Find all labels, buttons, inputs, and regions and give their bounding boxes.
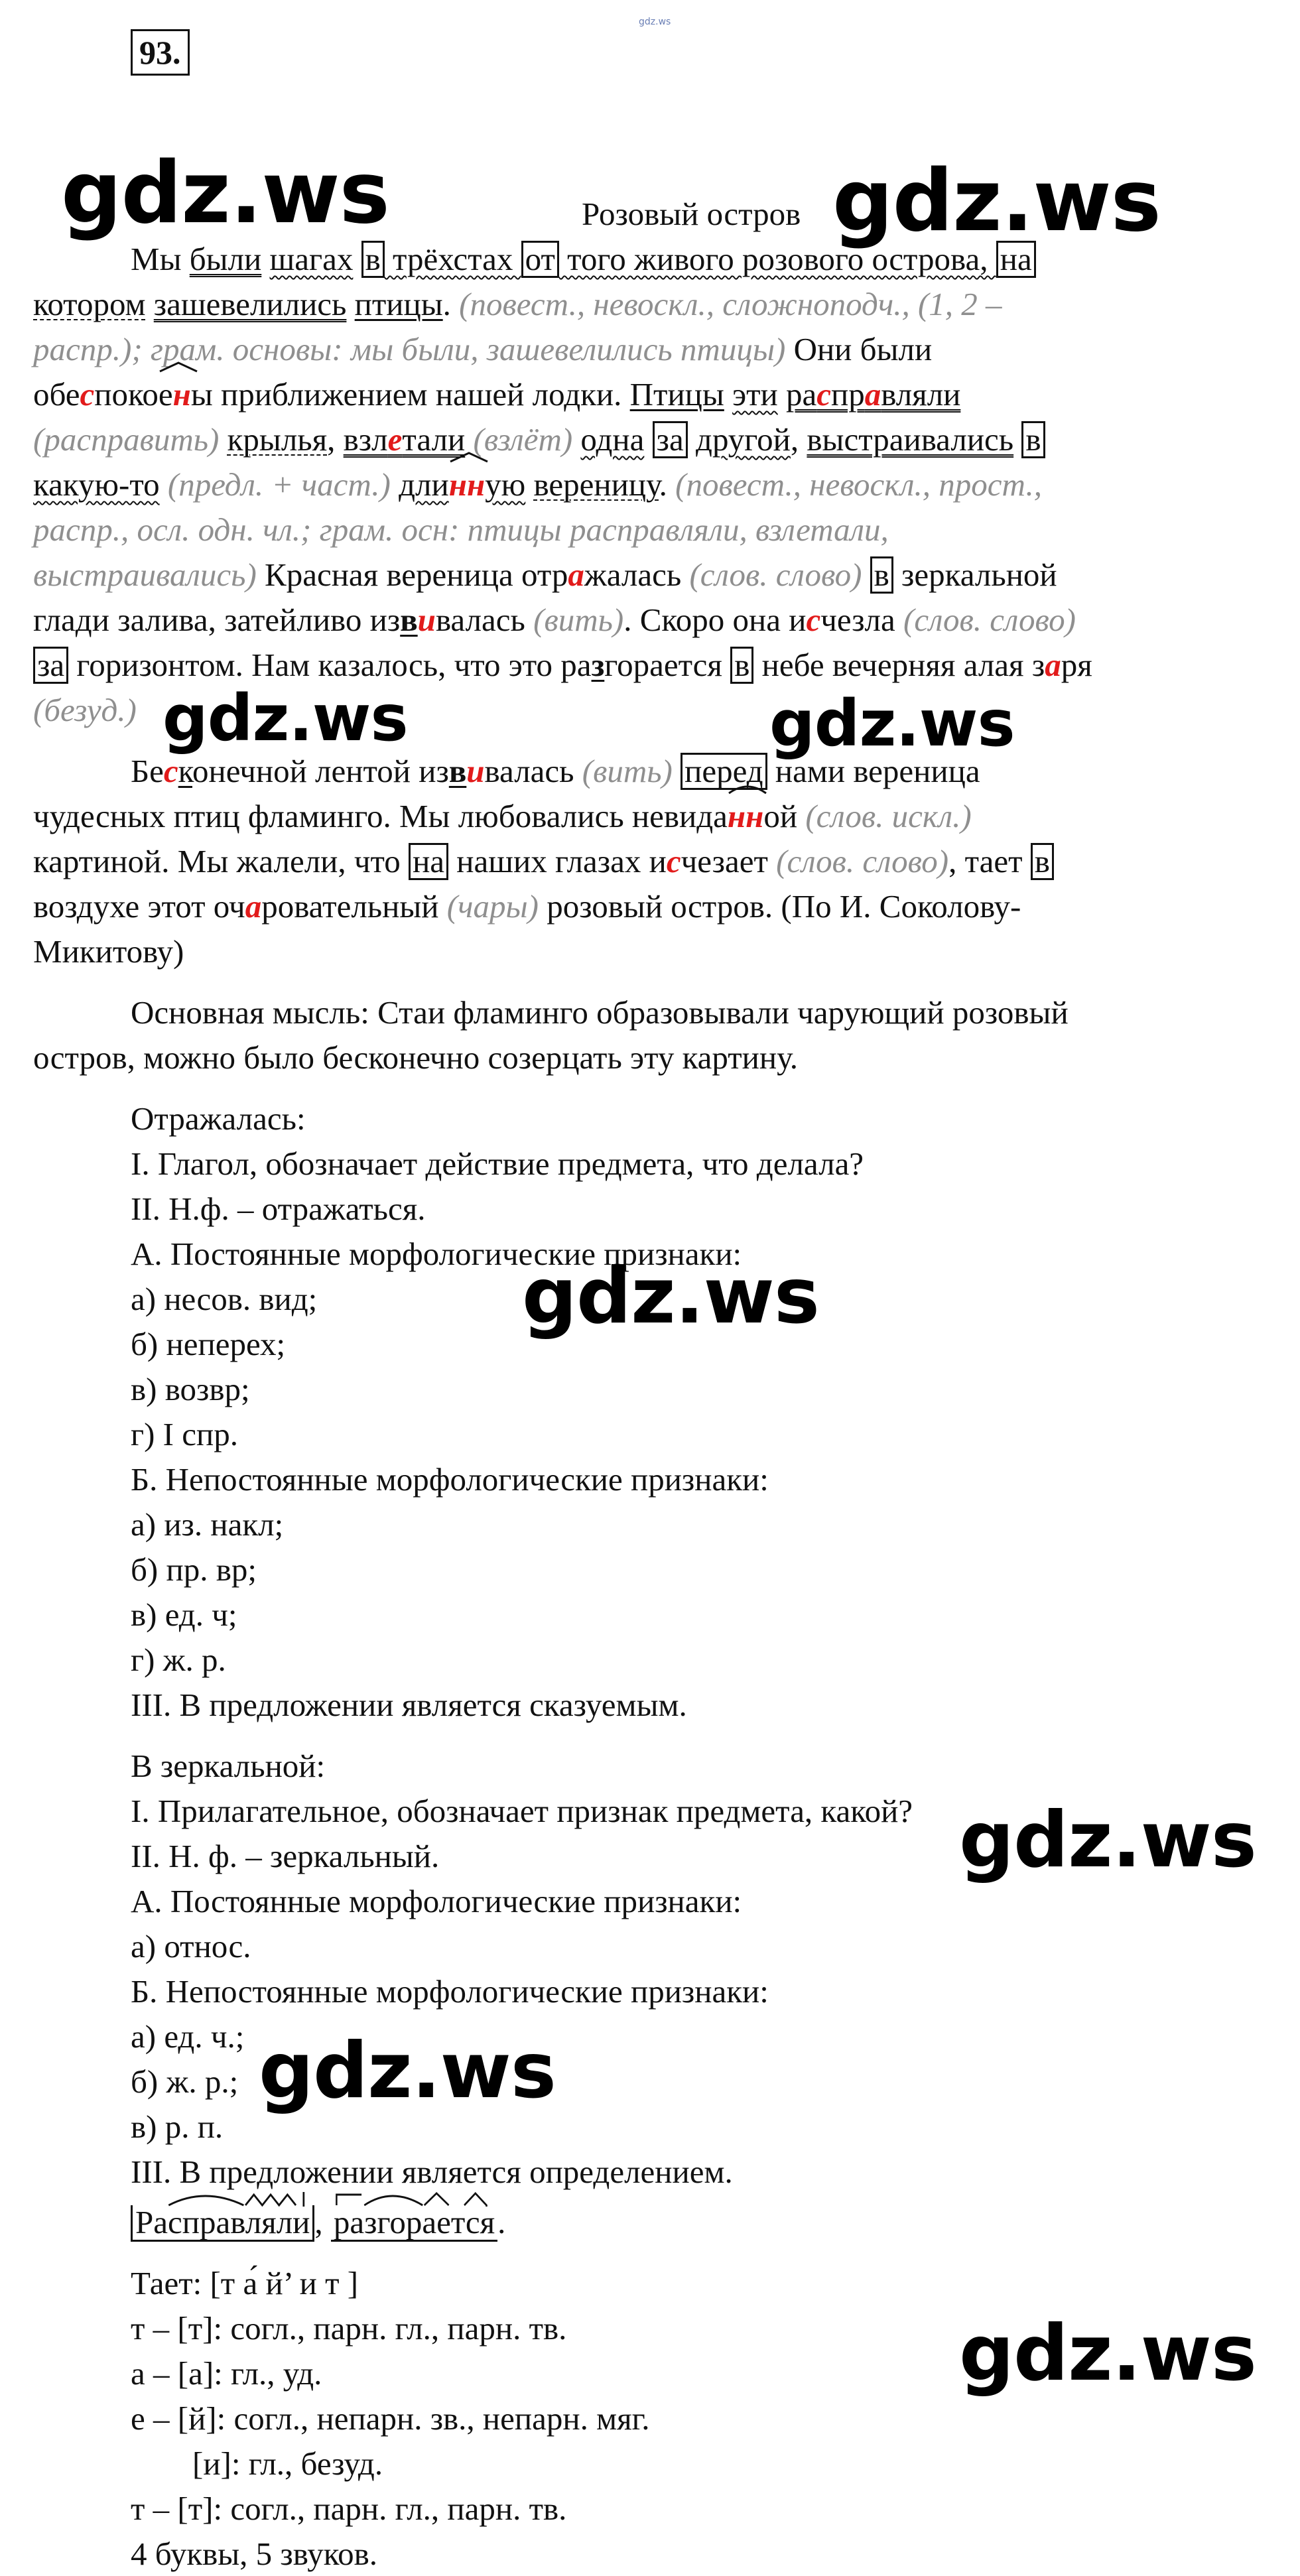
orthogram-letter: с <box>816 376 831 413</box>
suffix-arc-icon <box>449 451 489 463</box>
orthogram-letter: а <box>864 376 881 413</box>
circumstance-word: трёхстах <box>384 241 521 277</box>
sentence-analysis: выстраивались) <box>33 556 257 593</box>
phonetic-row: [и]: гл., безуд. <box>192 2445 383 2482</box>
orthogram-letter: а <box>245 888 262 925</box>
period: . <box>497 2204 506 2240</box>
word-underlined: котором <box>33 286 146 322</box>
note: (чары) <box>446 888 539 925</box>
preposition-box: в <box>1021 421 1045 458</box>
preposition-box: на <box>409 843 448 880</box>
preposition-box: от <box>521 241 559 278</box>
p1-line-8 <box>33 553 1057 597</box>
watermark: gdz.ws <box>61 144 389 243</box>
root-and-suffix-arcs-icon <box>133 2191 312 2207</box>
sentence-analysis: распр.); грам. основы: мы были, зашевелились птицы) <box>33 331 786 367</box>
text: наших глазах и <box>448 843 667 879</box>
parse1-line: III. В предложении является сказуемым. <box>131 1687 687 1723</box>
parse2-line: а) относ. <box>131 1928 251 1964</box>
text: ря <box>1061 647 1092 683</box>
orthogram-letter: е <box>387 421 403 458</box>
text: глади залива, затейливо из <box>33 602 401 638</box>
space <box>862 556 870 593</box>
parse1-line: Отражалась: <box>131 1100 306 1137</box>
text: небе вечерняя алая з <box>753 647 1045 683</box>
predicate-word: выстраивались <box>807 421 1014 458</box>
parse2-line: а) ед. ч.; <box>131 2018 245 2055</box>
phonetic-row: е – [й]: согл., непарн. зв., непарн. мяг. <box>131 2400 650 2437</box>
space <box>724 376 732 413</box>
note: (слов. слово) <box>776 843 949 879</box>
punct: , <box>327 421 344 458</box>
sentence-analysis: (повест., невоскл., сложноподч., (1, 2 – <box>459 286 1002 322</box>
space <box>346 286 354 322</box>
orthogram-letter: с <box>666 843 681 879</box>
text: , тает <box>948 843 1031 879</box>
text: розовый остров. (По И. Соколову- <box>538 888 1021 925</box>
word: Мы <box>131 241 190 277</box>
space <box>219 421 227 458</box>
circumstance-word: одна <box>580 421 645 458</box>
text: тали <box>402 421 466 458</box>
phonetic-summary: 4 буквы, 5 звуков. <box>131 2536 377 2572</box>
note: (расправить) <box>33 421 220 458</box>
note: (взлёт) <box>473 421 573 458</box>
parse1-line: в) ед. ч; <box>131 1596 237 1633</box>
note: (слов. искл.) <box>805 798 972 834</box>
watermark: gdz.ws <box>832 152 1161 251</box>
preposition-box: в <box>361 241 385 278</box>
parse1-line: г) I спр. <box>131 1416 238 1452</box>
text: горизонтом. Нам казалось, что это ра <box>68 647 592 683</box>
exercise-number <box>131 29 190 76</box>
phonetic-row: т – [т]: согл., парн. гл., парн. тв. <box>131 2490 567 2527</box>
parse2-line: В зеркальной: <box>131 1748 326 1784</box>
text: зеркальной <box>893 556 1057 593</box>
space <box>688 421 696 458</box>
morpheme-word-2 <box>331 2205 497 2242</box>
parse2-line: II. Н. ф. – зеркальный. <box>131 1838 440 1874</box>
watermark: gdz.ws <box>769 686 1015 761</box>
text: чезла <box>820 602 903 638</box>
space <box>572 421 580 458</box>
preposition-box: в <box>1031 843 1054 880</box>
root-letter: в <box>400 602 418 638</box>
orthogram-letters: нн <box>448 466 486 503</box>
definition-word: какую-то <box>33 466 160 503</box>
parse2-line: I. Прилагательное, обозначает признак предмета, какой? <box>131 1793 913 1829</box>
parse1-line: а) из. накл; <box>131 1506 284 1543</box>
subject-word: птицы <box>354 286 443 322</box>
parse2-line: А. Постоянные морфологические признаки: <box>131 1883 742 1919</box>
p2-line-4 <box>33 885 1021 929</box>
text: жалась <box>584 556 690 593</box>
text: картиной. Мы жалели, что <box>33 843 409 879</box>
sentence-analysis: распр., осл. одн. чл.; грам. осн: птицы расправляли, взлетали, <box>33 511 889 548</box>
phonetic-title: Тает: [т а́ й’ и т ] <box>131 2265 359 2301</box>
circumstance-phrase: того живого розового острова, <box>558 241 996 277</box>
text: дли <box>399 466 449 503</box>
p1-line-2 <box>33 283 1002 326</box>
parse1-line: а) несов. вид; <box>131 1281 318 1317</box>
text: взл <box>343 421 388 458</box>
space <box>391 466 399 503</box>
parse1-line: в) возвр; <box>131 1371 250 1407</box>
text: ровательный <box>261 888 447 925</box>
orthogram-letter: с <box>80 376 95 413</box>
subject-word: Птицы <box>629 376 724 413</box>
text: валась <box>435 602 534 638</box>
root-letter: к <box>178 753 192 789</box>
preposition-box: в <box>870 556 893 594</box>
parse1-line: б) пр. вр; <box>131 1551 257 1588</box>
text: е <box>158 376 173 413</box>
morpheme-word-1-text: Расправляли <box>135 2204 310 2240</box>
orthogram-letter: и <box>417 602 436 638</box>
text: . Скоро она и <box>623 602 807 638</box>
p1-line-5 <box>33 418 1045 462</box>
space <box>644 421 652 458</box>
phonetic-row: т – [т]: согл., парн. гл., парн. тв. <box>131 2310 567 2347</box>
watermark: gdz.ws <box>959 1795 1256 1885</box>
preposition-box: за <box>33 647 68 684</box>
circumstance-word: шагах <box>269 241 354 277</box>
morpheme-word-2-text: разгорается <box>333 2204 495 2240</box>
p1-line-7 <box>33 508 889 552</box>
punct: . <box>442 286 460 322</box>
note: (вить) <box>582 753 673 789</box>
text: чудесных птиц фламинго. Мы любовались невида <box>33 798 728 834</box>
parse1-line: I. Глагол, обозначает действие предмета, что делала? <box>131 1145 864 1182</box>
root-letter: з <box>591 647 605 683</box>
parse1-line: г) ж. р. <box>131 1642 226 1678</box>
text: обе <box>33 376 80 413</box>
p1-line-4 <box>33 373 960 417</box>
preposition-box: на <box>996 241 1036 278</box>
watermark: gdz.ws <box>959 2309 1256 2398</box>
exercise-number-box: 93. <box>131 29 190 76</box>
note: (безуд.) <box>33 692 137 728</box>
text: поко <box>94 376 159 413</box>
note: (вить) <box>533 602 624 638</box>
text: пр <box>831 376 865 413</box>
preposition-box: за <box>653 421 688 458</box>
p1-line-11 <box>33 688 137 732</box>
text: ра <box>786 376 817 413</box>
morphemic-parse <box>131 2201 505 2244</box>
text: Они были <box>785 331 933 367</box>
top-watermark: gdz.ws <box>639 17 671 27</box>
predicate-word: были <box>189 241 262 277</box>
orthogram-letter: и <box>466 753 485 789</box>
orthogram-letter: а <box>568 556 584 593</box>
morpheme-word-1 <box>131 2205 314 2242</box>
root-and-suffix-arcs-icon <box>331 2191 497 2207</box>
watermark: gdz.ws <box>522 1252 819 1341</box>
text: вляли <box>881 376 961 413</box>
text: Красная вереница отр <box>256 556 568 593</box>
text: Бе <box>131 753 164 789</box>
root-letter: в <box>448 753 467 789</box>
suffix-mark <box>728 795 763 838</box>
p2-line-5: Микитову) <box>33 933 184 970</box>
space <box>1013 421 1021 458</box>
orthogram-letters: нн <box>727 798 764 834</box>
text: ы приближением нашей лодки. <box>190 376 630 413</box>
space <box>778 376 786 413</box>
text: валась <box>484 753 582 789</box>
text: ую <box>485 466 526 503</box>
orthogram-letter: а <box>1045 647 1061 683</box>
separator: , <box>314 2204 331 2240</box>
p2-line-2 <box>33 795 972 838</box>
punct: . <box>659 466 676 503</box>
watermark: gdz.ws <box>162 681 408 755</box>
text: горается <box>604 647 731 683</box>
phonetic-row: а – [а]: гл., уд. <box>131 2355 322 2392</box>
suffix-arc-icon <box>728 783 767 795</box>
punct: , <box>790 421 807 458</box>
suffix-mark <box>159 373 191 417</box>
space <box>353 241 361 277</box>
parse1-line: II. Н.ф. – отражаться. <box>131 1191 426 1227</box>
note: (слов. слово) <box>903 602 1076 638</box>
text: онечной лентой из <box>192 753 449 789</box>
main-idea-line-2: остров, можно было бесконечно созерцать эту картину. <box>33 1039 798 1076</box>
parse2-line: Б. Непостоянные морфологические признаки: <box>131 1973 769 2010</box>
p2-line-3 <box>33 840 1054 883</box>
p1-line-6 <box>33 463 1042 507</box>
parse1-line: Б. Непостоянные морфологические признаки: <box>131 1461 769 1498</box>
text: чезает <box>681 843 777 879</box>
preposition-box: в <box>730 647 753 684</box>
preposition-box: перед <box>681 753 767 790</box>
space <box>160 466 168 503</box>
sentence-analysis: (повест., невоскл., прост., <box>675 466 1042 503</box>
space <box>261 241 269 277</box>
circumstance-word: другой <box>696 421 791 458</box>
circumstance-word: вереницу <box>533 466 659 503</box>
text: нами вереница <box>767 753 980 789</box>
text: воздухе этот оч <box>33 888 245 925</box>
predicate-word: зашевелились <box>153 286 347 322</box>
definition-word: эти <box>732 376 778 413</box>
space <box>146 286 154 322</box>
watermark: gdz.ws <box>259 2026 556 2116</box>
main-idea-line-1: Основная мысль: Стаи фламинго образовывали чарующий розовый <box>131 994 1069 1031</box>
orthogram-letter: с <box>163 753 178 789</box>
suffix-arc-icon <box>159 361 198 373</box>
p1-line-9 <box>33 598 1076 642</box>
parse2-line: б) ж. р.; <box>131 2063 239 2100</box>
parse1-line: А. Постоянные морфологические признаки: <box>131 1236 742 1272</box>
note: (слов. слово) <box>689 556 862 593</box>
space <box>525 466 533 503</box>
text-title: Розовый остров <box>582 196 801 232</box>
orthogram-letter: н <box>172 376 191 413</box>
suffix-mark <box>449 463 485 507</box>
parse2-line: III. В предложении является определением. <box>131 2154 733 2190</box>
note: (предл. + част.) <box>167 466 391 503</box>
object-word: крылья <box>227 421 328 458</box>
space <box>673 753 681 789</box>
parse2-line: в) р. п. <box>131 2108 224 2145</box>
parse1-line: б) неперех; <box>131 1326 286 1362</box>
text: ой <box>763 798 806 834</box>
orthogram-letter: с <box>806 602 821 638</box>
